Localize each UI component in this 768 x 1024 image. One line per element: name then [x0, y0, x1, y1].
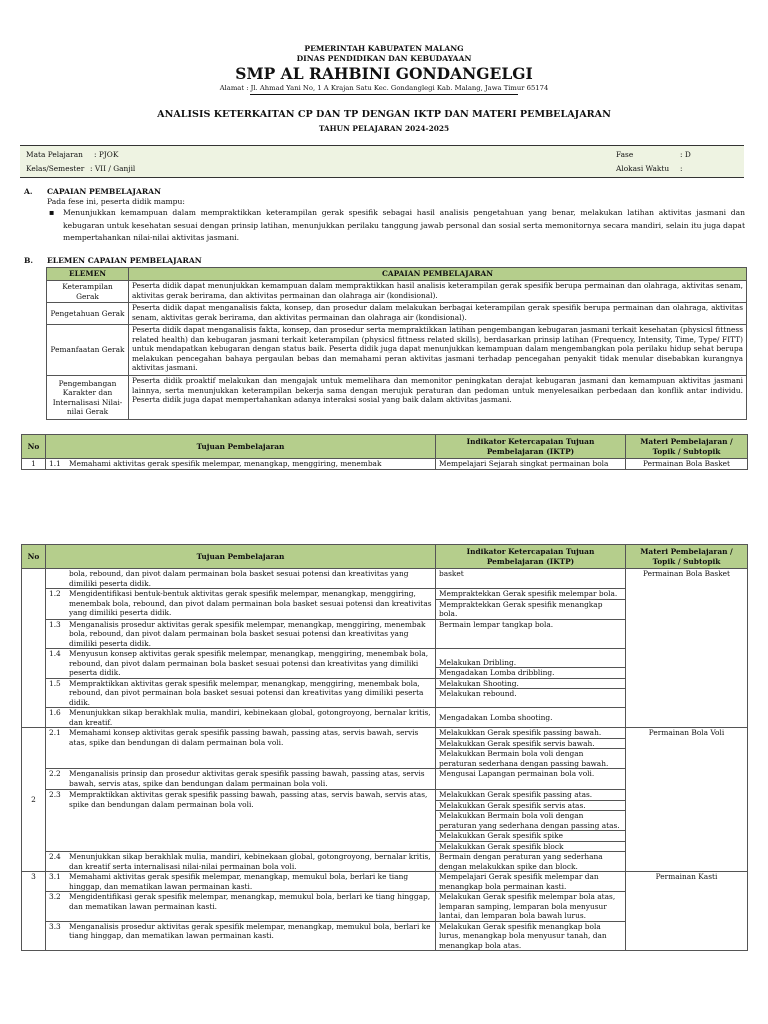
iktp-text: Mengadakan Lomba dribbling.: [436, 667, 625, 678]
elemen-row: [47, 376, 747, 420]
iktp-text: Bermain lempar tangkap bola.: [436, 619, 626, 649]
iktp-text: Mempraktekkan Gerak spesifik menangkap bola.: [439, 599, 603, 618]
iktp-text: Mempelajari Gerak spesifik melempar dan menangkap bola permainan kasti.: [436, 872, 626, 892]
dept-line: DINAS PENDIDIKAN DAN KEBUDAYAAN: [296, 54, 472, 63]
iktp-header: Indikator Ketercapaian Tujuan Pembelajaran (IKTP): [436, 435, 626, 459]
fase-value: : D: [680, 150, 691, 159]
iktp-text: Melakukkan Gerak spesifik passing atas.: [436, 790, 625, 801]
iktp-text: Melakukan rebound.: [439, 689, 517, 698]
tp-text: Menganalisis prinsip dan prosedur aktivitas gerak spesifik passing bawah, passing atas, servis bawah, servis atas, spike dan bendungan dalam permainan bola voli.: [69, 769, 425, 788]
tp-text: Menganalisis prosedur aktivitas gerak spesifik melempar, menangkap, menggiring, menembak bola, rebound, dan pivot dalam permainan bola basket sesuai potensi dan kreativitas yang dimiliki peserta didik.: [69, 619, 426, 648]
elemen-capaian: Peserta didik dapat menganalisis fakta, konsep, dan prosedur serta mempraktikkan latihan pengembangan kebugaran jasmani terkait kesehatan (physicsl fittness related health) dan kebugaran jasmani terkait keterampilan (physicsl fittness related skills), berdasarkan prinsip latihan (Frequency, Intensity, Time, Type/ FITT) untuk mendapatkan kebugaran dengan status baik. Peserta didik juga dapat menunjukkan kemampuan dalam mengembangkan pola perilaku hidup sehat berupa melakukan pencegahan bahaya pergaulan bebas dan memahami peran aktivitas jasmani terhadap pencegahan penyakit tidak menular disebabkan kurangnya aktivitas jasmani.: [129, 325, 747, 376]
gov-line: PEMERINTAH KABUPATEN MALANG: [304, 44, 464, 53]
iktp-text: Melakukkan Gerak spesifik block: [439, 841, 564, 851]
tp-text: Memahami aktivitas gerak spesifik melempar, menangkap, memukul bola, berlari ke tiang hinggap, dan mematikan lawan permainan kasti.: [69, 872, 409, 891]
fase-label: Fase: [616, 150, 634, 159]
row-number: 3: [22, 872, 46, 951]
tp-text: Menunjukkan sikap berakhlak mulia, mandiri, kebinekaan global, gotongroyong, bernalar kritis, dan kreatif.: [69, 708, 431, 727]
elemen-table: [46, 267, 747, 420]
section-b-letter: B.: [24, 256, 34, 265]
tp-table-page2: [21, 544, 748, 951]
tp-text: Memahami konsep aktivitas gerak spesifik passing bawah, passing atas, servis bawah, servis atas, spike dan bendungan di dalam permainan bola voli.: [69, 728, 419, 747]
iktp-text: Melakukan Gerak spesifik melempar bola atas, lemparan samping, lemparan bola menyusur lantai, dan lemparan bola bawah lurus.: [436, 892, 626, 922]
tp-text: Menunjukkan sikap berakhlak mulia, mandiri, kebinekaan global, gotongroyong, bernalar kritis, dan kreatif serta internalisasi nilai-nilai permainan bola voli.: [69, 852, 431, 871]
tp-sub-number: 1.1: [49, 459, 61, 468]
school-name: SMP AL RAHBINI GONDANGELGI: [235, 64, 533, 83]
table-row: [22, 459, 748, 470]
tp-sub-number: 2.4: [49, 852, 61, 861]
iktp-header: Indikator Ketercapaian Tujuan Pembelajaran (IKTP): [436, 545, 626, 569]
iktp-text: Melakukan Dribling.: [439, 657, 517, 667]
row-number: [22, 569, 46, 728]
tp-sub-number: 2.3: [49, 790, 61, 799]
no-header: No: [22, 435, 46, 459]
iktp-text: Melakukan Shooting.: [436, 679, 625, 690]
materi-header: Materi Pembelajaran / Topik / Subtopik: [626, 435, 748, 459]
elemen-name: Keterampilan Gerak: [47, 281, 129, 303]
materi-text: Permainan Bola Basket: [626, 569, 748, 728]
elemen-capaian: Peserta didik dapat menunjukkan kemampuan dalam mempraktikkan hasil analisis keterampilan gerak spesifik berupa permainan dan olahraga, aktivitas senam, aktivitas gerak berirama, dan aktivitas permainan dan olahraga air (kondisional).: [129, 281, 747, 303]
iktp-text: Bermain dengan peraturan yang sederhana dengan melakukkan spike dan block.: [436, 852, 626, 872]
kelas-value: : VII / Ganjil: [90, 164, 136, 173]
mapel-label: Mata Pelajaran: [26, 150, 83, 159]
mapel-value: : PJOK: [94, 150, 119, 159]
materi-header: Materi Pembelajaran / Topik / Subtopik: [626, 545, 748, 569]
section-b-title: ELEMEN CAPAIAN PEMBELAJARAN: [47, 256, 202, 265]
info-box: [20, 145, 744, 178]
iktp-text: Melakukkan Bermain bola voli dengan peraturan sederhana dengan passing bawah.: [439, 749, 609, 768]
elemen-row: [47, 281, 747, 303]
table-row: [22, 728, 748, 769]
section-a-title: CAPAIAN PEMBELAJARAN: [47, 187, 161, 196]
tujuan-header: Tujuan Pembelajaran: [46, 545, 436, 569]
elemen-capaian: Peserta didik dapat menganalisis fakta, konsep, dan prosedur dalam melakukan berbagai keterampilan gerak spesifik berupa permainan dan olahraga, aktivitas senam, aktivitas gerak berirama, dan aktivitas permainan dan olahraga air (kondisional).: [129, 303, 747, 325]
iktp-text: Mempraktekkan Gerak spesifik melempar bola.: [436, 589, 625, 600]
tp-sub-number: 1.6: [49, 708, 61, 717]
table-row: [22, 569, 748, 589]
iktp-text: Melakukan Gerak spesifik menangkap bola lurus, menangkap bola menyusur tanah, dan menangkap bola atas.: [436, 921, 626, 951]
document-title: ANALISIS KETERKAITAN CP DAN TP DENGAN IKTP DAN MATERI PEMBELAJARAN: [157, 109, 611, 120]
elemen-capaian: Peserta didik proaktif melakukan dan mengajak untuk memelihara dan memonitor peningkatan derajat kebugaran jasmani dan kemampuan aktivitas jasmani lainnya, serta menunjukkan keterampilan bekerja sama dengan merujuk peraturan dan pedoman untuk menyelesaikan perbedaan dan konflik antar individu. Peserta didik juga dapat mempertahankan adanya interaksi sosial yang baik dalam aktivitas jasmani.: [129, 376, 747, 420]
tp-sub-number: 2.2: [49, 769, 61, 778]
tp-text: Mengidentifikasi gerak spesifik melempar, menangkap, memukul bola, berlari ke tiang hinggap, dan mematikan lawan permainan kasti.: [69, 892, 431, 911]
tp-sub-number: 1.5: [49, 678, 61, 688]
elemen-row: [47, 325, 747, 376]
iktp-text: Melakukkan Gerak spesifik passing bawah.: [436, 728, 625, 739]
tp-table-page1: [21, 434, 748, 470]
tp-text: Memahami aktivitas gerak spesifik melempar, menangkap, menggiring, menembak: [69, 459, 382, 468]
kelas-label: Kelas/Semester: [26, 164, 85, 173]
iktp-text: Melakukkan Gerak spesifik servis bawah.: [436, 739, 625, 750]
elemen-header: ELEMEN: [47, 268, 129, 281]
elemen-name: Pemanfaatan Gerak: [47, 325, 129, 376]
tp-sub-number: 2.1: [49, 728, 61, 737]
section-a-text: Menunjukkan kemampuan dalam mempraktikkan keterampilan gerak spesifik sebagai hasil analisis pengetahuan yang benar, melakukan latihan aktivitas jasmani dan kebugaran untuk kesehatan sesuai dengan prinsip latihan, menunjukkan perilaku tanggung jawab personal dan sosial serta memonitornya secara mandiri, selain itu juga dapat mempertahankan nilai-nilai aktivitas jasmani.: [63, 208, 745, 242]
row-number: 1: [22, 459, 46, 470]
elemen-name: Pengetahuan Gerak: [47, 303, 129, 325]
tp-text: Menyusun konsep aktivitas gerak spesifik melempar, menangkap, menggiring, menembak bola, rebound, dan pivot dalam permainan bola basket sesuai potensi dan kreativitas yang dimiliki peserta didik.: [69, 649, 429, 677]
elemen-name: Pengembangan Karakter dan Internalisasi Nilai-nilai Gerak: [47, 376, 129, 420]
alokasi-value: :: [680, 164, 683, 173]
school-address: Alamat : Jl. Ahmad Yani No, 1 A Krajan Satu Kec. Gondanglegi Kab. Malang, Jawa Timur 65174: [219, 84, 549, 92]
elemen-row: [47, 303, 747, 325]
alokasi-label: Alokasi Waktu: [616, 164, 670, 173]
tp-sub-number: 1.2: [49, 589, 61, 598]
iktp-text: Melakukkan Gerak spesifik servis atas.: [436, 801, 625, 812]
table-row: [22, 872, 748, 892]
iktp-text: basket: [436, 569, 626, 589]
bullet-icon: ▪: [49, 208, 55, 217]
tp-sub-number: 3.1: [49, 872, 61, 881]
iktp-text: Melakukkan Bermain bola voli dengan peraturan yang sederhana dengan passing atas.: [436, 811, 625, 831]
tp-sub-number: 1.4: [49, 649, 61, 658]
academic-year: TAHUN PELAJARAN 2024-2025: [318, 124, 450, 133]
iktp-text: Mempelajari Sejarah singkat permainan bola: [436, 459, 626, 470]
row-number: 2: [22, 728, 46, 872]
tp-text: Mempraktikkan aktivitas gerak spesifik passing bawah, passing atas, servis bawah, servis atas, spike dan bendungan dalam permainan bola voli.: [69, 790, 428, 809]
header-rule: [250, 94, 518, 95]
tp-text: Menganalisis prosedur aktivitas gerak spesifik melempar, menangkap, memukul bola, berlari ke tiang hinggap, dan mematikan lawan permainan kasti.: [69, 921, 431, 940]
tp-text: Mempraktikkan aktivitas gerak spesifik melempar, menangkap, menggiring, menembak bola, rebound, dan pivot permainan bola basket sesuai potensi dan kreativitas yang dimiliki peserta didik.: [69, 678, 424, 707]
iktp-text: Mengadakan Lomba shooting.: [436, 708, 626, 728]
materi-text: Permainan Bola Voli: [626, 728, 748, 872]
tp-sub-number: 3.2: [49, 892, 61, 901]
iktp-text: Mengusai Lapangan permainan bola voli.: [436, 769, 626, 790]
iktp-text: Melakukkan Gerak spesifik spike: [436, 831, 625, 842]
tp-sub-number: 1.3: [49, 619, 61, 629]
tp-text: Mengidentifikasi bentuk-bentuk aktivitas gerak spesifik melempar, menangkap, menggiring, menembak bola, rebound, dan pivot dalam permainan bola basket sesuai potensi dan kreativitas yang dimiliki peserta didik.: [69, 589, 432, 617]
no-header: No: [22, 545, 46, 569]
tp-sub-number: 3.3: [49, 921, 61, 931]
tujuan-header: Tujuan Pembelajaran: [46, 435, 436, 459]
section-a-intro: Pada fese ini, peserta didik mampu:: [47, 197, 185, 206]
materi-text: Permainan Bola Basket: [626, 459, 748, 470]
materi-text: Permainan Kasti: [626, 872, 748, 951]
section-a-letter: A.: [24, 187, 33, 196]
capaian-header: CAPAIAN PEMBELAJARAN: [129, 268, 747, 281]
tp-text: bola, rebound, dan pivot dalam permainan bola basket sesuai potensi dan kreativitas yang dimiliki peserta didik.: [69, 569, 409, 588]
